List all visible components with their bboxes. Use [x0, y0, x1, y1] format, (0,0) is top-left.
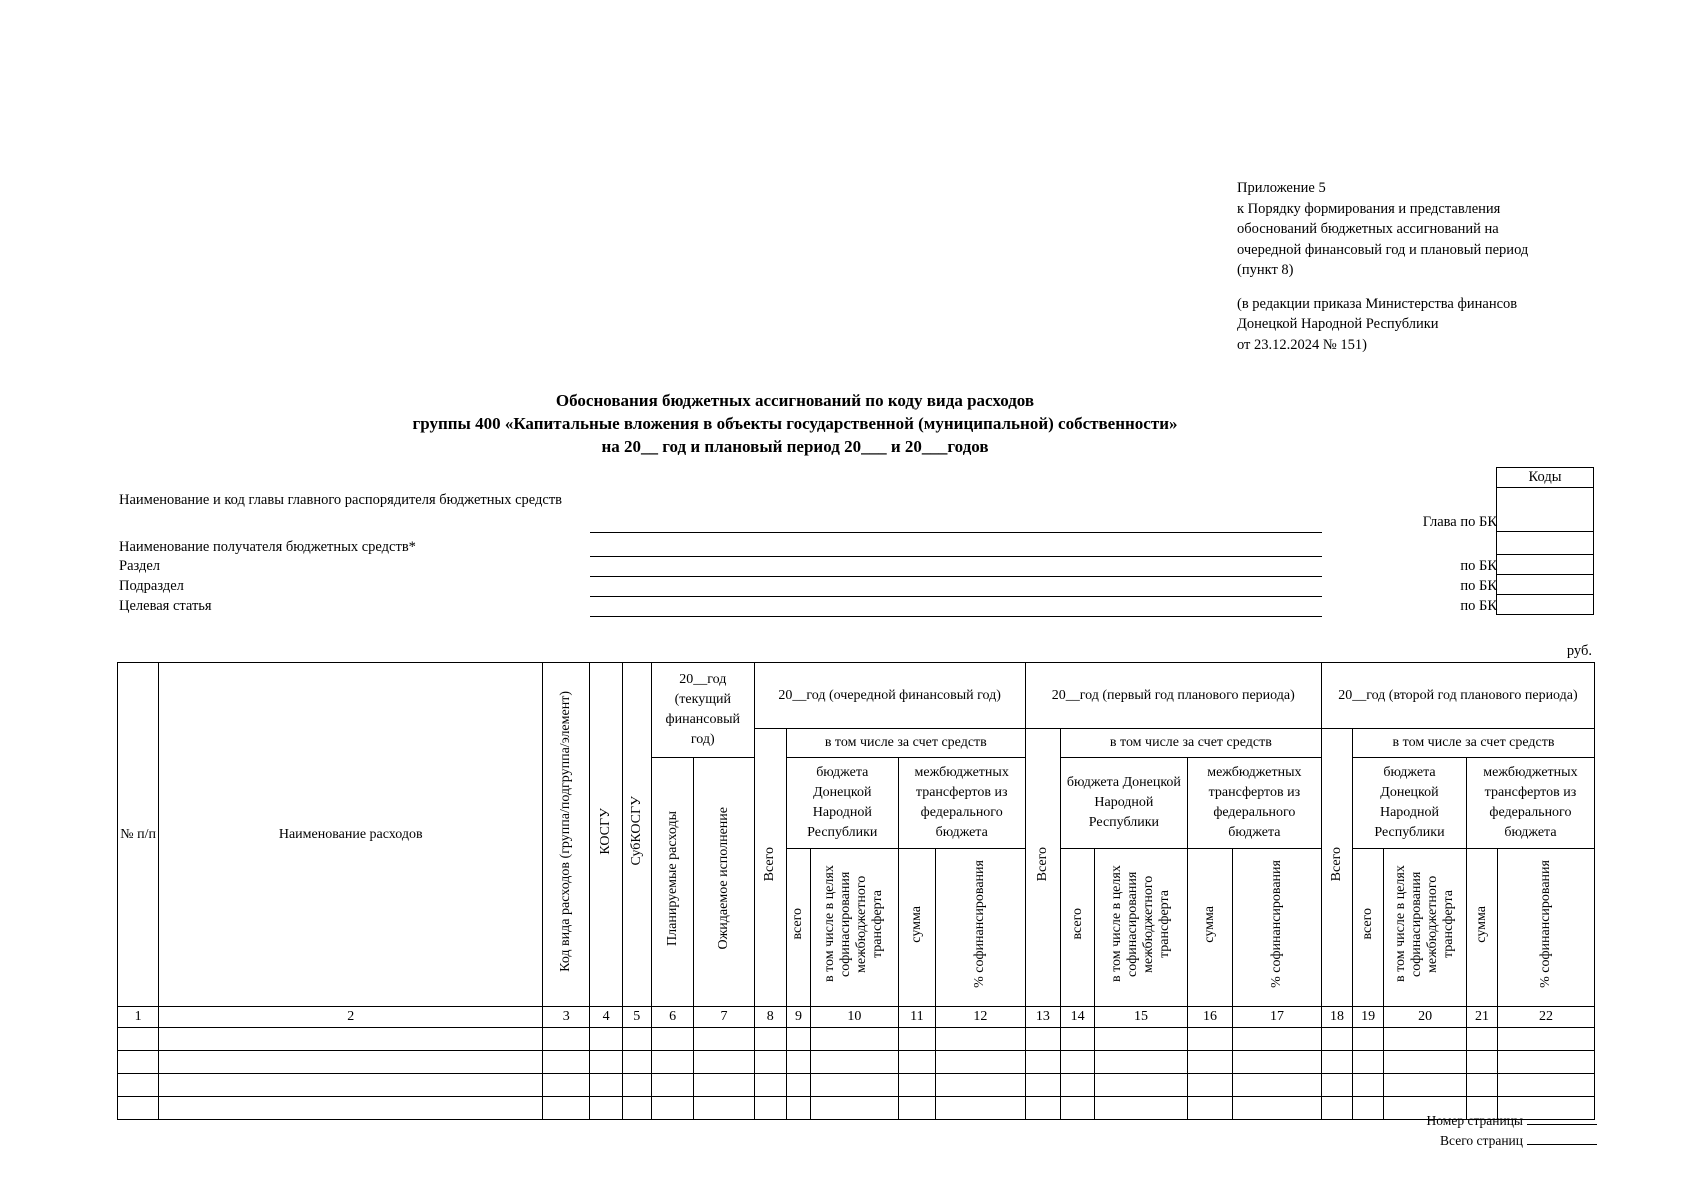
recipient-label: Наименование получателя бюджетных средств* [119, 539, 416, 555]
recipient-input-line[interactable] [590, 556, 1322, 557]
title-line-2: группы 400 «Капитальные вложения в объекты государственной (муниципальной) собственности» [412, 414, 1178, 433]
page-number-label: Номер страницы [1426, 1113, 1523, 1128]
column-numbers-row [118, 1007, 1595, 1028]
col-header-subkosgu: СубКОСГУ [622, 663, 651, 1007]
code-cell-subsection[interactable] [1497, 575, 1594, 595]
col-header-percent: % софинансирования [1498, 849, 1595, 1007]
appendix-line: (пункт 8) [1237, 262, 1294, 278]
col-header-including-plan1: в том числе за счет средств [1060, 729, 1321, 758]
column-number: 22 [1498, 1007, 1595, 1028]
column-number: 21 [1466, 1007, 1497, 1028]
col-header-cofin: в том числе в целях софинасирования межбюджетного трансферта [1095, 849, 1188, 1007]
col-header-including-next: в том числе за счет средств [786, 729, 1025, 758]
allocations-table [117, 662, 1595, 1120]
edition-line: (в редакции приказа Министерства финансов [1237, 295, 1518, 312]
section-code-label: по БК [1460, 558, 1497, 574]
col-header-dnr-plan2: бюджета Донецкой Народной Республики [1353, 758, 1467, 849]
code-cell-recipient[interactable] [1497, 532, 1594, 555]
col-header-total-plan1: Всего [1025, 729, 1060, 1007]
total-pages-label: Всего страниц [1440, 1133, 1523, 1148]
chief-label: Наименование и код главы главного распорядителя бюджетных средств [119, 492, 563, 508]
page-number-line[interactable] [1527, 1112, 1597, 1125]
column-number: 2 [159, 1007, 543, 1028]
col-header-percent: % софинансирования [935, 849, 1025, 1007]
currency-unit: руб. [1566, 643, 1592, 659]
column-number: 19 [1353, 1007, 1384, 1028]
column-number: 20 [1384, 1007, 1467, 1028]
column-number: 12 [935, 1007, 1025, 1028]
column-number: 15 [1095, 1007, 1188, 1028]
col-header-current-year: 20__год (текущий финансовый год) [651, 663, 754, 758]
code-cell-target[interactable] [1497, 595, 1594, 615]
subsection-input-line[interactable] [590, 596, 1322, 597]
column-number: 7 [694, 1007, 754, 1028]
column-number: 3 [543, 1007, 590, 1028]
chief-code-label: Глава по БК [1422, 514, 1497, 530]
col-header-vsego: всего [1353, 849, 1384, 1007]
section-label: Раздел [119, 558, 161, 574]
column-number: 14 [1060, 1007, 1094, 1028]
col-header-year-plan1: 20__год (первый год планового периода) [1025, 663, 1321, 729]
col-header-vsego: всего [786, 849, 810, 1007]
column-number: 5 [622, 1007, 651, 1028]
col-header-total-next: Всего [754, 729, 786, 1007]
column-number: 11 [898, 1007, 935, 1028]
col-header-total-plan2: Всего [1321, 729, 1352, 1007]
col-header-summa: сумма [1187, 849, 1232, 1007]
title-line-3: на 20__ год и плановый период 20___ и 20___годов [601, 437, 989, 456]
total-pages-field [1440, 1132, 1597, 1149]
code-cell-section[interactable] [1497, 555, 1594, 575]
appendix-line: Приложение 5 [1237, 180, 1326, 196]
appendix-note [1237, 178, 1528, 355]
col-header-year-plan2: 20__год (второй год планового периода) [1321, 663, 1594, 729]
column-number: 4 [590, 1007, 622, 1028]
document-title [0, 389, 1590, 458]
col-header-dnr-next: бюджета Донецкой Народной Республики [786, 758, 898, 849]
table-row[interactable] [118, 1028, 1595, 1051]
col-header-year-next: 20__год (очередной финансовый год) [754, 663, 1025, 729]
col-header-cofin: в том числе в целях софинасирования межбюджетного трансферта [811, 849, 899, 1007]
table-row[interactable] [118, 1097, 1595, 1120]
table-row[interactable] [118, 1074, 1595, 1097]
col-header-dnr-plan1: бюджета Донецкой Народной Республики [1060, 758, 1187, 849]
total-pages-line[interactable] [1527, 1132, 1597, 1145]
column-number: 18 [1321, 1007, 1352, 1028]
column-number: 17 [1233, 1007, 1322, 1028]
codes-box [1496, 467, 1594, 615]
target-label: Целевая статья [119, 598, 212, 614]
col-header-summa: сумма [898, 849, 935, 1007]
col-header-kvr: Код вида расходов (группа/подгруппа/элемент) [543, 663, 590, 1007]
col-header-number: № п/п [118, 663, 159, 1007]
code-cell-chief[interactable] [1497, 488, 1594, 532]
col-header-cofin: в том числе в целях софинасирования межбюджетного трансферта [1384, 849, 1467, 1007]
col-header-federal-next: межбюджетных трансфертов из федерального бюджета [898, 758, 1025, 849]
edition-line: Донецкой Народной Республики [1237, 316, 1439, 332]
subsection-label: Подраздел [119, 578, 184, 594]
col-header-percent: % софинансирования [1233, 849, 1322, 1007]
col-header-vsego: всего [1060, 849, 1094, 1007]
codes-header: Коды [1497, 468, 1594, 488]
col-header-summa: сумма [1466, 849, 1497, 1007]
appendix-line: обоснований бюджетных ассигнований на [1237, 221, 1499, 237]
col-header-expected: Ожидаемое исполнение [694, 758, 754, 1007]
subsection-code-label: по БК [1460, 578, 1497, 594]
column-number: 16 [1187, 1007, 1232, 1028]
column-number: 9 [786, 1007, 810, 1028]
appendix-line: очередной финансовый год и плановый период [1237, 241, 1529, 258]
column-number: 10 [811, 1007, 899, 1028]
column-number: 6 [651, 1007, 693, 1028]
col-header-kosgu: КОСГУ [590, 663, 622, 1007]
section-input-line[interactable] [590, 576, 1322, 577]
col-header-federal-plan2: межбюджетных трансфертов из федерального бюджета [1466, 758, 1594, 849]
target-input-line[interactable] [590, 616, 1322, 617]
col-header-federal-plan1: межбюджетных трансфертов из федерального бюджета [1187, 758, 1321, 849]
col-header-name: Наименование расходов [159, 663, 543, 1007]
table-row[interactable] [118, 1051, 1595, 1074]
page-number-field [1427, 1112, 1597, 1129]
column-number: 1 [118, 1007, 159, 1028]
col-header-planned: Планируемые расходы [651, 758, 693, 1007]
column-number: 8 [754, 1007, 786, 1028]
title-line-1: Обоснования бюджетных ассигнований по коду вида расходов [555, 391, 1035, 410]
target-code-label: по БК [1460, 598, 1497, 614]
column-number: 13 [1025, 1007, 1060, 1028]
col-header-including-plan2: в том числе за счет средств [1353, 729, 1595, 758]
edition-line: от 23.12.2024 № 151) [1237, 336, 1367, 353]
appendix-line: к Порядку формирования и представления [1237, 200, 1501, 217]
chief-input-line[interactable] [590, 532, 1322, 533]
